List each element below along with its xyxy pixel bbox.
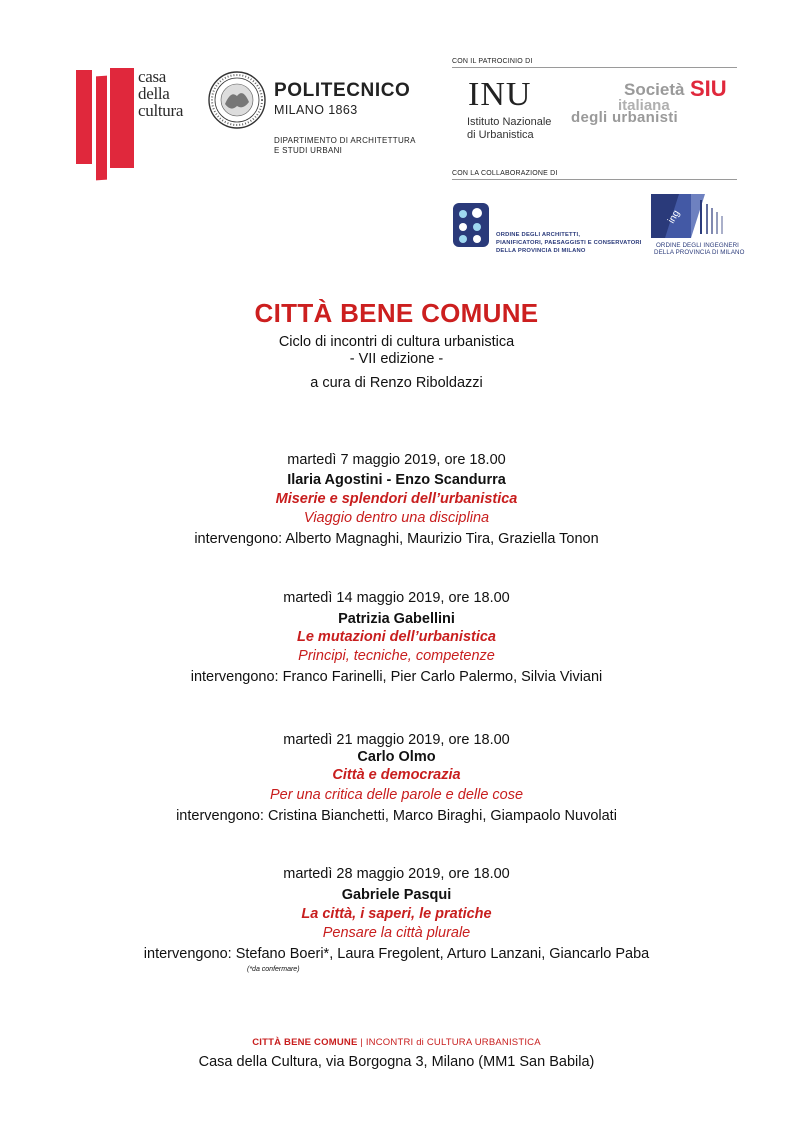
ordine-ingegneri-badge: ing <box>666 208 683 226</box>
politecnico-department-line1: DIPARTIMENTO DI ARCHITETTURA <box>274 136 416 145</box>
casa-logo-line1: casa <box>138 67 167 86</box>
footer-address: Casa della Cultura, via Borgogna 3, Milano (MM1 San Babila) <box>198 1054 595 1070</box>
event-date: martedì 21 maggio 2019, ore 18.00 <box>283 732 510 748</box>
event-subtitle: Per una critica delle parole e delle cose <box>269 787 524 803</box>
event-title: Città e democrazia <box>332 767 461 783</box>
casa-della-cultura-logo <box>72 68 202 178</box>
inu-logo-mark: INU <box>468 76 532 113</box>
edition-label: - VII edizione - <box>349 351 444 367</box>
footer-series-name: CITTÀ BENE COMUNE <box>252 1037 358 1048</box>
series-subtitle: Ciclo di incontri di cultura urbanistica <box>278 334 515 350</box>
ordine-architetti-line3: DELLA PROVINCIA DI MILANO <box>496 248 586 254</box>
politecnico-seal-icon <box>207 70 267 130</box>
event-guests: intervengono: Stefano Boeri*, Laura Fregolent, Arturo Lanzani, Giancarlo Paba <box>143 946 650 962</box>
event-title: Le mutazioni dell’urbanistica <box>296 629 496 645</box>
patrocinio-label: CON IL PATROCINIO DI <box>452 58 533 65</box>
ordine-architetti-line2: PIANIFICATORI, PAESAGGISTI E CONSERVATORI <box>496 240 642 246</box>
footer-tagline: INCONTRI di CULTURA URBANISTICA <box>365 1037 541 1048</box>
event-date: martedì 14 maggio 2019, ore 18.00 <box>283 590 510 606</box>
casa-logo-line2: della <box>138 84 170 103</box>
siu-societa-text: Società <box>624 80 685 99</box>
curator-line: a cura di Renzo Riboldazzi <box>310 375 483 391</box>
politecnico-department-line2: E STUDI URBANI <box>274 146 343 155</box>
confirmation-note: (*da confermare) <box>247 966 300 973</box>
casa-logo-line3: cultura <box>138 101 184 120</box>
event-title: La città, i saperi, le pratiche <box>301 906 492 922</box>
siu-degli-urbanisti-text: degli urbanisti <box>571 109 679 126</box>
ordine-ingegneri-icon <box>651 194 737 238</box>
event-guests: intervengono: Franco Farinelli, Pier Carlo Palermo, Silvia Viviani <box>190 669 603 685</box>
collaborazione-label: CON LA COLLABORAZIONE DI <box>452 170 558 177</box>
casa-logo-text <box>138 68 183 119</box>
event-speaker: Carlo Olmo <box>357 749 436 765</box>
event-speaker: Patrizia Gabellini <box>338 611 455 627</box>
casa-logo-bar-left <box>76 70 92 164</box>
footer-series-line <box>0 1037 793 1048</box>
ordine-architetti-icon <box>452 202 490 248</box>
event-subtitle: Pensare la città plurale <box>322 925 471 941</box>
event-subtitle: Viaggio dentro una disciplina <box>303 510 490 526</box>
ordine-ingegneri-line1: ORDINE DEGLI INGEGNERI <box>656 242 739 249</box>
event-guests: intervengono: Cristina Bianchetti, Marco Biraghi, Giampaolo Nuvolati <box>176 808 617 824</box>
inu-name-line1: Istituto Nazionale <box>467 116 552 128</box>
patrocinio-divider <box>452 67 737 68</box>
event-date: martedì 28 maggio 2019, ore 18.00 <box>283 866 510 882</box>
collaborazione-divider <box>452 179 737 180</box>
event-subtitle: Principi, tecniche, competenze <box>298 648 495 664</box>
event-title: Miserie e splendori dell’urbanistica <box>275 491 518 507</box>
politecnico-name: POLITECNICO <box>274 80 411 101</box>
politecnico-city: MILANO 1863 <box>274 103 358 117</box>
page-title: CITTÀ BENE COMUNE <box>254 298 539 328</box>
siu-italiana-text: italiana <box>618 97 670 114</box>
inu-name-line2: di Urbanistica <box>467 129 534 141</box>
casa-logo-bar-middle <box>96 76 107 181</box>
footer-separator: | <box>360 1037 363 1048</box>
event-speaker: Ilaria Agostini - Enzo Scandurra <box>287 472 506 488</box>
event-date: martedì 7 maggio 2019, ore 18.00 <box>287 452 506 468</box>
event-speaker: Gabriele Pasqui <box>341 887 452 903</box>
event-guests: intervengono: Alberto Magnaghi, Maurizio Tira, Graziella Tonon <box>194 531 599 547</box>
ordine-architetti-logo <box>450 196 644 254</box>
ordine-ingegneri-line2: DELLA PROVINCIA DI MILANO <box>654 249 745 256</box>
ordine-architetti-line1: ORDINE DEGLI ARCHITETTI, <box>496 232 581 238</box>
siu-logo-mark: SIU <box>690 76 727 101</box>
casa-logo-bar-right <box>110 68 134 168</box>
